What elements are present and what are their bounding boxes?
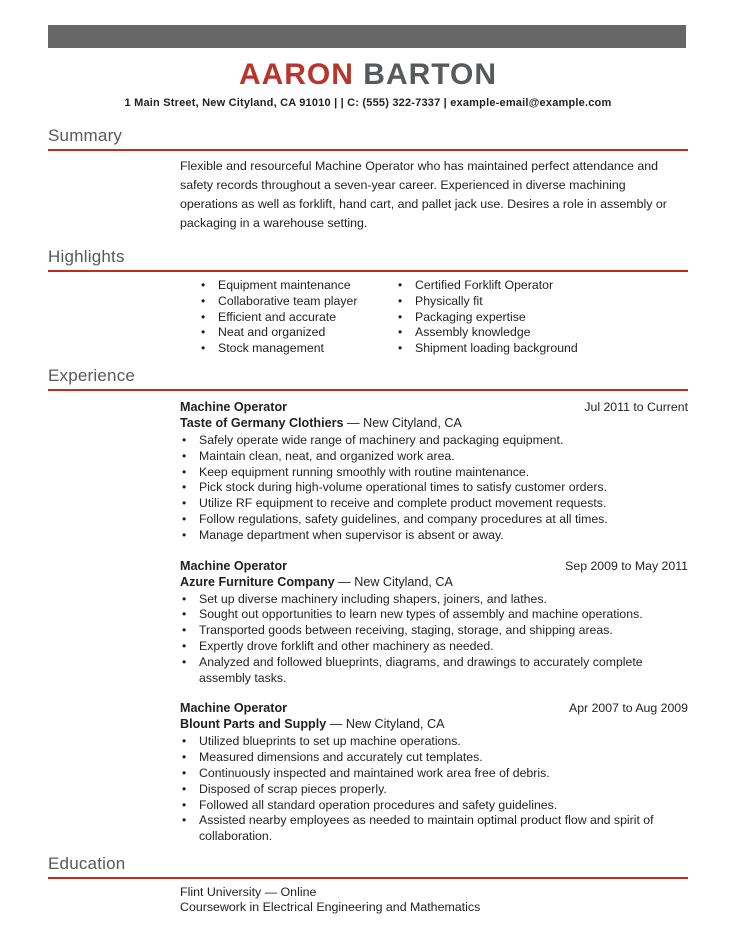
job-company-line [180, 574, 688, 590]
job-company-line [180, 415, 688, 431]
summary-content [48, 157, 688, 233]
job-title: Machine Operator [180, 701, 288, 716]
job-entry-3 [180, 700, 688, 845]
highlight-item: • Efficient and accurate [199, 310, 396, 326]
job-bullet: • Assisted nearby employees as needed to maintain optimal product flow and spirit of collaboration. [180, 813, 685, 845]
job-bullet: • Measured dimensions and accurately cut templates. [180, 750, 685, 766]
candidate-name [0, 56, 736, 94]
highlights-content [48, 278, 688, 357]
job-bullet: • Maintain clean, neat, and organized work area. [180, 449, 685, 465]
education-content [48, 885, 688, 916]
highlight-item: • Physically fit [396, 294, 626, 310]
company-name: Azure Furniture Company [180, 574, 335, 589]
summary-text: Flexible and resourceful Machine Operator who has maintained perfect attendance and safety records throughout a seven-year career. Experienced in diverse machining operations as well as forklift, hand cart, and pallet jack use. Desires a role in assembly or packaging in a warehouse setting. [180, 159, 667, 230]
highlight-item: • Shipment loading background [396, 341, 626, 357]
highlights-columns [180, 278, 688, 357]
job-dates: Jul 2011 to Current [584, 399, 688, 414]
contact-line: 1 Main Street, New Cityland, CA 91010 | | C: (555) 322-7337 | example-email@example.com [124, 97, 612, 109]
highlights-column-1 [199, 278, 396, 357]
company-location-dash: — [329, 717, 343, 732]
education-coursework: Coursework in Electrical Engineering and Mathematics [180, 900, 481, 915]
job-bullet: • Safely operate wide range of machinery and packaging equipment. [180, 433, 685, 449]
highlight-item: • Certified Forklift Operator [396, 278, 626, 294]
section-education [48, 854, 688, 916]
highlights-column-2 [396, 278, 626, 357]
highlight-item: • Collaborative team player [199, 294, 396, 310]
job-bullet-list [180, 433, 688, 544]
job-bullet: • Manage department when supervisor is absent or away. [180, 528, 685, 544]
candidate-last-name: BARTON [363, 58, 498, 91]
job-title: Machine Operator [180, 399, 288, 414]
section-highlights [48, 247, 688, 357]
job-header [180, 558, 688, 574]
highlight-item: • Packaging expertise [396, 310, 626, 326]
highlight-item: • Neat and organized [199, 325, 396, 341]
company-location-dash: — [338, 574, 351, 589]
job-entry-1 [180, 399, 688, 544]
summary-heading: Summary [48, 126, 688, 151]
section-summary [48, 126, 688, 238]
header-gray-bar [48, 25, 686, 48]
job-bullet: • Sought out opportunities to learn new types of assembly and machine operations. [180, 607, 685, 623]
job-header [180, 399, 688, 415]
experience-content [48, 399, 688, 845]
job-title: Machine Operator [180, 558, 288, 573]
job-company-line [180, 716, 688, 732]
education-school: Flint University [180, 884, 262, 899]
experience-heading: Experience [48, 366, 688, 391]
company-name: Blount Parts and Supply [180, 717, 327, 732]
job-bullet-list [180, 734, 688, 845]
job-bullet: • Analyzed and followed blueprints, diagrams, and drawings to accurately complete assembly tasks. [180, 655, 685, 687]
job-bullet: • Utilized blueprints to set up machine operations. [180, 734, 685, 750]
job-bullet: • Followed all standard operation procedures and safety guidelines. [180, 798, 685, 814]
job-bullet: • Continuously inspected and maintained work area free of debris. [180, 766, 685, 782]
job-bullet: • Utilize RF equipment to receive and complete product movement requests. [180, 496, 685, 512]
job-dates: Apr 2007 to Aug 2009 [569, 701, 688, 716]
company-name: Taste of Germany Clothiers [180, 415, 344, 430]
job-bullet: • Follow regulations, safety guidelines, and company procedures at all times. [180, 512, 685, 528]
highlight-item: • Assembly knowledge [396, 325, 626, 341]
education-school-line [180, 885, 688, 901]
company-location-dash: — [347, 415, 360, 430]
job-entry-2 [180, 558, 688, 687]
highlights-heading: Highlights [48, 247, 688, 272]
job-bullet: • Set up diverse machinery including shapers, joiners, and lathes. [180, 592, 685, 608]
highlight-item: • Equipment maintenance [199, 278, 396, 294]
job-location: New Cityland, CA [354, 574, 453, 589]
job-bullet-list [180, 592, 688, 687]
candidate-first-name: AARON [238, 58, 354, 91]
education-mode: Online [280, 884, 317, 899]
job-dates: Sep 2009 to May 2011 [565, 558, 688, 573]
section-experience [48, 366, 688, 845]
resume-body [48, 126, 688, 925]
education-heading: Education [48, 854, 688, 879]
highlight-item: • Stock management [199, 341, 396, 357]
job-header [180, 700, 688, 716]
job-bullet: • Pick stock during high-volume operational times to satisfy customer orders. [180, 480, 685, 496]
job-bullet: • Disposed of scrap pieces properly. [180, 782, 685, 798]
job-bullet: • Expertly drove forklift and other machinery as needed. [180, 639, 685, 655]
job-location: New Cityland, CA [363, 415, 462, 430]
job-bullet: • Transported goods between receiving, staging, storage, and shipping areas. [180, 623, 685, 639]
resume-header [0, 56, 736, 109]
school-mode-dash: — [264, 884, 278, 899]
job-bullet: • Keep equipment running smoothly with routine maintenance. [180, 465, 685, 481]
job-location: New Cityland, CA [345, 717, 445, 732]
